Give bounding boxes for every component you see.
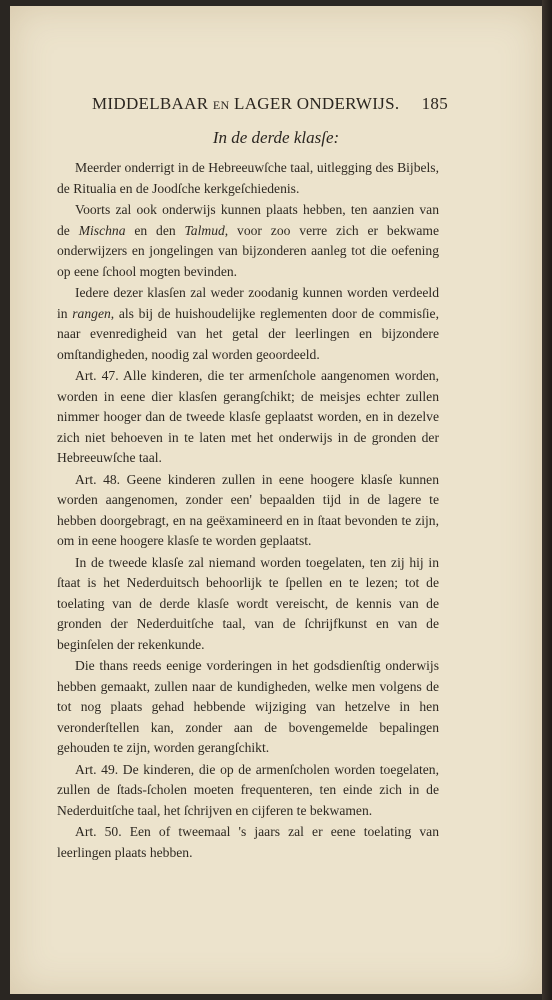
paragraph: Iedere dezer klasſen zal weder zoodanig kunnen worden verdeeld in rangen, als bij de huishoudelijke reglementen door de commisſie, naar evenredigheid van het getal der leerlingen en bijzondere omſtandigheden, noodig zal worden geoordeeld. — [57, 285, 439, 362]
body-text — [57, 158, 439, 864]
header-title-small: EN — [212, 98, 230, 112]
paragraph: Art. 49. De kinderen, die op de armenſcholen worden toegelaten, zullen de ſtads-ſcholen moeten frequenteren, ten einde zich in de Nederduitſche taal, het ſchrijven en cijferen te bekwamen. — [57, 761, 439, 818]
paragraph: Meerder onderrigt in de Hebreeuwſche taal, uitlegging des Bijbels, de Ritualia en de Joodſche kerkgeſchiedenis. — [57, 160, 439, 196]
header-title: MIDDELBAAR EN LAGER ONDERWIJS. — [92, 94, 400, 113]
paragraph: Voorts zal ook onderwijs kunnen plaats hebben, ten aanzien van de Mischna en den Talmud, voor zoo verre zich er bekwame onderwijzers en jongelingen van bijzonderen aanleg tot die oefening op eene ſchool mogten bevinden. — [57, 202, 439, 279]
paragraph: Art. 47. Alle kinderen, die ter armenſchole aangenomen worden, worden in eene dier klasſen gerangſchikt; de meisjes echter zullen nimmer hooger dan de tweede klasſe geplaatst worden, en in dezelve zich niet behoeven in te laten met het onderwijs in de gronden der Hebreeuwſche taal. — [57, 368, 439, 465]
paragraph: Die thans reeds eenige vorderingen in het godsdienſtig onderwijs hebben gemaakt, zullen naar de kundigheden, welke men volgens de tot nog plaats gehad hebbende wijziging van hetzelve in hen veronderſtellen kan, zonder aan de bovengemelde bepalingen gehouden te zijn, worden gerangſchikt. — [57, 658, 439, 755]
italic-term: Talmud — [184, 222, 225, 238]
italic-term: rangen — [72, 305, 111, 321]
paragraph: Art. 48. Geene kinderen zullen in eene hoogere klasſe kunnen worden aangenomen, zonder een' bepaalden tijd in de lagere te hebben doorgebragt, en na geëxamineerd en in ſtaat bevonden te zijn, om in eene hoogere klasſe te worden geplaatst. — [57, 471, 439, 548]
page-edge — [542, 0, 552, 1000]
paragraph: Art. 50. Een of tweemaal 's jaars zal er eene toelating van leerlingen plaats hebben. — [57, 824, 439, 860]
section-heading: In de derde klasſe: — [212, 128, 340, 147]
page-number: 185 — [421, 94, 448, 113]
paragraph: In de tweede klasſe zal niemand worden toegelaten, ten zij hij in ſtaat is het Nederduitsch behoorlijk te ſpellen en te lezen; tot de toelating van de derde klasſe wordt vereischt, de kennis van de gronden der Nederduitſche taal, van de ſchrijfkunst en van de beginſelen der rekenkunde. — [57, 554, 439, 652]
italic-term: Mischna — [78, 222, 126, 238]
book-page — [10, 6, 542, 994]
running-header — [92, 94, 448, 118]
